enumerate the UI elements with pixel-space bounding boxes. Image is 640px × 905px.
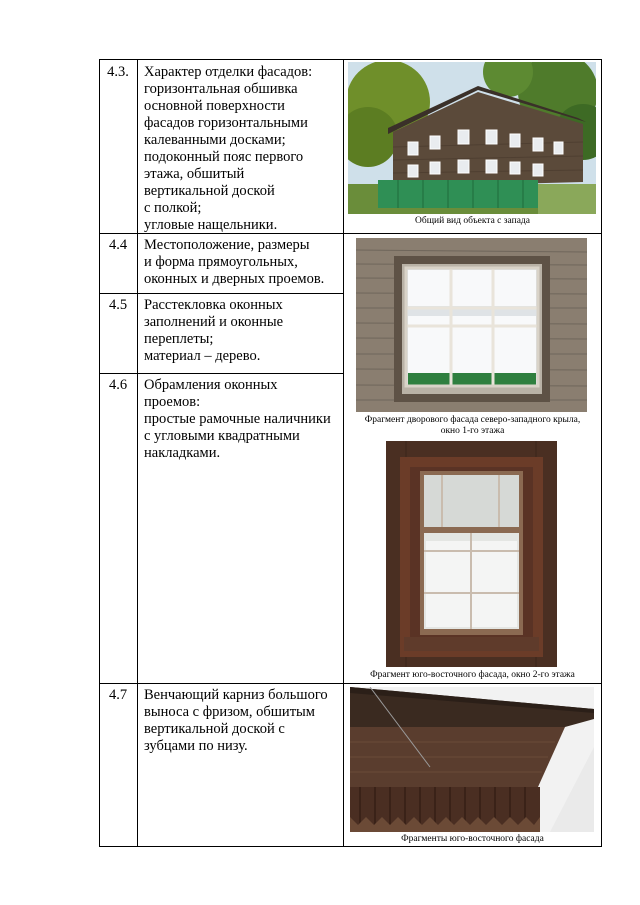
row-description: Характер отделки фасадов: горизонтальная обшивка основной поверхности фасадов горизонтальными калеванными досками; подоконный пояс первого этажа, обшитый вертикальной доской с полкой; угловые нащельники. <box>144 64 313 233</box>
row-number: 4.5 <box>108 297 128 313</box>
table-border-right <box>601 59 602 847</box>
photo-caption: Фрагмент дворового фасада северо-западного крыла, окно 1-го этажа <box>364 415 581 436</box>
row-number: 4.3. <box>107 64 129 80</box>
courtyard-window-photo <box>356 238 587 412</box>
column-divider-photo <box>343 59 344 847</box>
row-description: Местоположение, размеры и форма прямоугольных, оконных и дверных проемов. <box>144 237 325 287</box>
row-number: 4.6 <box>108 377 128 393</box>
row-number: 4.7 <box>108 687 128 703</box>
row-description: Расстекловка оконных заполнений и оконные переплеты; материал – дерево. <box>144 297 284 364</box>
row-description: Венчающий карниз большого выноса с фризом, обшитым вертикальной доской с зубцами по низу. <box>144 687 328 754</box>
cornice-photo <box>350 687 594 832</box>
column-divider-number <box>137 59 138 847</box>
table-border-left <box>99 59 100 847</box>
table-border-bottom <box>99 846 602 847</box>
table-border-top <box>99 59 602 60</box>
southeast-window-photo <box>386 441 557 667</box>
row-divider <box>99 293 344 294</box>
photo-caption: Общий вид объекта с запада <box>415 216 530 226</box>
row-number: 4.4 <box>108 237 128 253</box>
row-divider <box>99 683 602 684</box>
photo-caption: Фрагменты юго-восточного фасада <box>401 834 544 844</box>
row-description: Обрамления оконных проемов: простые рамочные наличники с угловыми квадратными накладками. <box>144 377 331 461</box>
row-divider <box>99 373 344 374</box>
building-west-view-photo <box>348 62 596 214</box>
photo-caption: Фрагмент юго-восточного фасада, окно 2-го этажа <box>370 670 575 680</box>
